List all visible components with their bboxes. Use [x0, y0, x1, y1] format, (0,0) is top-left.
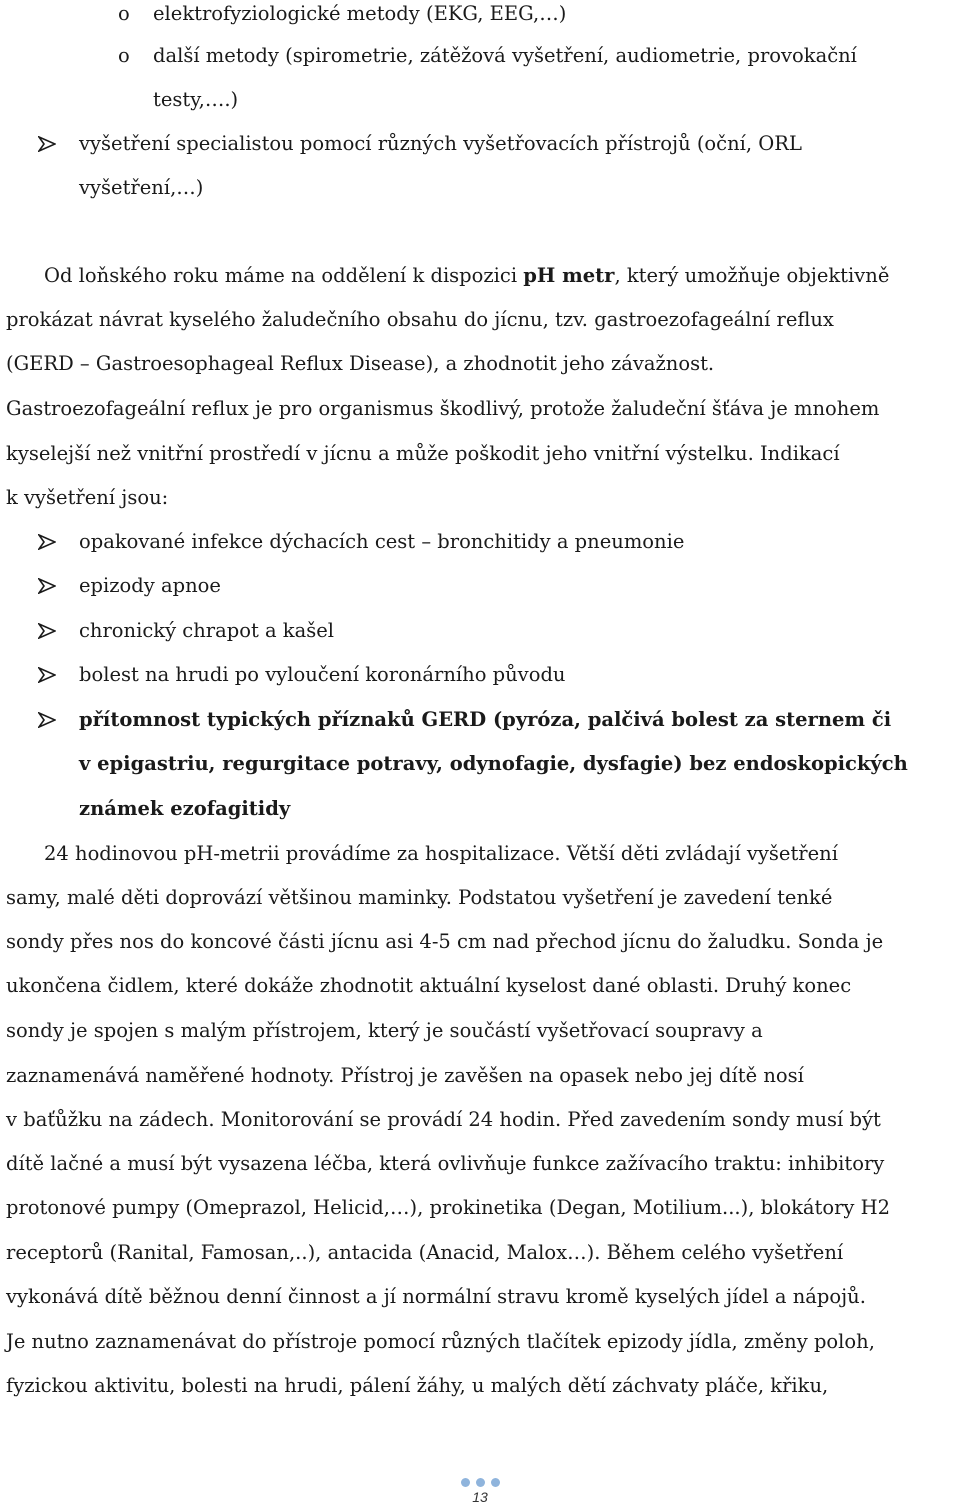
text-run: Od loňského roku máme na oddělení k dispozici — [44, 264, 524, 287]
footer-dot — [491, 1478, 500, 1487]
paragraph-line: sondy přes nos do koncové části jícnu asi 4-5 cm nad přechod jícnu do žaludku. Sonda je — [6, 930, 884, 953]
paragraph-line: kyselejší než vnitřní prostředí v jícnu a může poškodit jeho vnitřní výstelku. Indikací — [6, 442, 840, 465]
arrow-bullet-icon — [38, 528, 60, 556]
paragraph-line: 24 hodinovou pH-metrii provádíme za hospitalizace. Větší děti zvládají vyšetření — [44, 842, 838, 865]
arrow-bullet-icon — [38, 130, 60, 158]
footer-dot — [476, 1478, 485, 1487]
indication-item: bolest na hrudi po vyloučení koronárního původu — [79, 663, 566, 686]
indication-item-bold-cont: v epigastriu, regurgitace potravy, odynofagie, dysfagie) bez endoskopických — [79, 752, 908, 775]
paragraph-line: ukončena čidlem, které dokáže zhodnotit aktuální kyselost dané oblasti. Druhý konec — [6, 974, 852, 997]
sub-item-text-cont: testy,….) — [153, 88, 239, 111]
bullet-text: vyšetření specialistou pomocí různých vyšetřovacích přístrojů (oční, ORL — [79, 132, 802, 155]
sub-bullet-marker: o — [118, 44, 130, 67]
sub-item-text: elektrofyziologické metody (EKG, EEG,…) — [153, 2, 567, 25]
indication-item: chronický chrapot a kašel — [79, 619, 335, 642]
text-run: , který umožňuje objektivně — [614, 264, 890, 287]
arrow-bullet-icon — [38, 572, 60, 600]
paragraph-line: zaznamenává naměřené hodnoty. Přístroj je zavěšen na opasek nebo jej dítě nosí — [6, 1064, 804, 1087]
footer-dot — [461, 1478, 470, 1487]
paragraph-line: (GERD – Gastroesophageal Reflux Disease), a zhodnotit jeho závažnost. — [6, 352, 715, 375]
arrow-bullet-icon — [38, 661, 60, 689]
paragraph-line — [44, 262, 954, 290]
paragraph-line: vykonává dítě běžnou denní činnost a jí normální stravu kromě kyselých jídel a nápojů. — [6, 1285, 866, 1308]
arrow-bullet-icon — [38, 706, 60, 734]
bold-term: pH metr — [523, 264, 615, 287]
paragraph-line: v baťůžku na zádech. Monitorování se provádí 24 hodin. Před zavedením sondy musí být — [6, 1108, 881, 1131]
arrow-bullet-icon — [38, 617, 60, 645]
paragraph-line: fyzickou aktivitu, bolesti na hrudi, pálení žáhy, u malých dětí záchvaty pláče, křiku, — [6, 1374, 829, 1397]
paragraph-line: samy, malé děti doprovází většinou maminky. Podstatou vyšetření je zavedení tenké — [6, 886, 833, 909]
bullet-text-cont: vyšetření,…) — [79, 176, 204, 199]
page-number: 13 — [472, 1489, 488, 1505]
paragraph-line: Gastroezofageální reflux je pro organismus škodlivý, protože žaludeční šťáva je mnohem — [6, 397, 880, 420]
paragraph-line: Je nutno zaznamenávat do přístroje pomocí různých tlačítek epizody jídla, změny poloh, — [6, 1330, 875, 1353]
paragraph-line: prokázat návrat kyselého žaludečního obsahu do jícnu, tzv. gastroezofageální reflux — [6, 308, 834, 331]
sub-item-text: další metody (spirometrie, zátěžová vyšetření, audiometrie, provokační — [153, 44, 857, 67]
indication-item: opakované infekce dýchacích cest – bronchitidy a pneumonie — [79, 530, 685, 553]
paragraph-line: receptorů (Ranital, Famosan,..), antacida (Anacid, Malox…). Během celého vyšetření — [6, 1241, 844, 1264]
indication-item-bold-cont: známek ezofagitidy — [79, 797, 291, 820]
paragraph-line: sondy je spojen s malým přístrojem, který je součástí vyšetřovací soupravy a — [6, 1019, 763, 1042]
footer-dots-decoration — [461, 1478, 500, 1487]
indication-item-bold: přítomnost typických příznaků GERD (pyróza, palčivá bolest za sternem či — [79, 708, 892, 731]
paragraph-line: dítě lačné a musí být vysazena léčba, která ovlivňuje funkce zažívacího traktu: inhibitory — [6, 1152, 885, 1175]
sub-bullet-marker: o — [118, 2, 130, 25]
indication-item: epizody apnoe — [79, 574, 221, 597]
paragraph-line: k vyšetření jsou: — [6, 486, 169, 509]
paragraph-line: protonové pumpy (Omeprazol, Helicid,…), prokinetika (Degan, Motilium...), blokátory H2 — [6, 1196, 891, 1219]
